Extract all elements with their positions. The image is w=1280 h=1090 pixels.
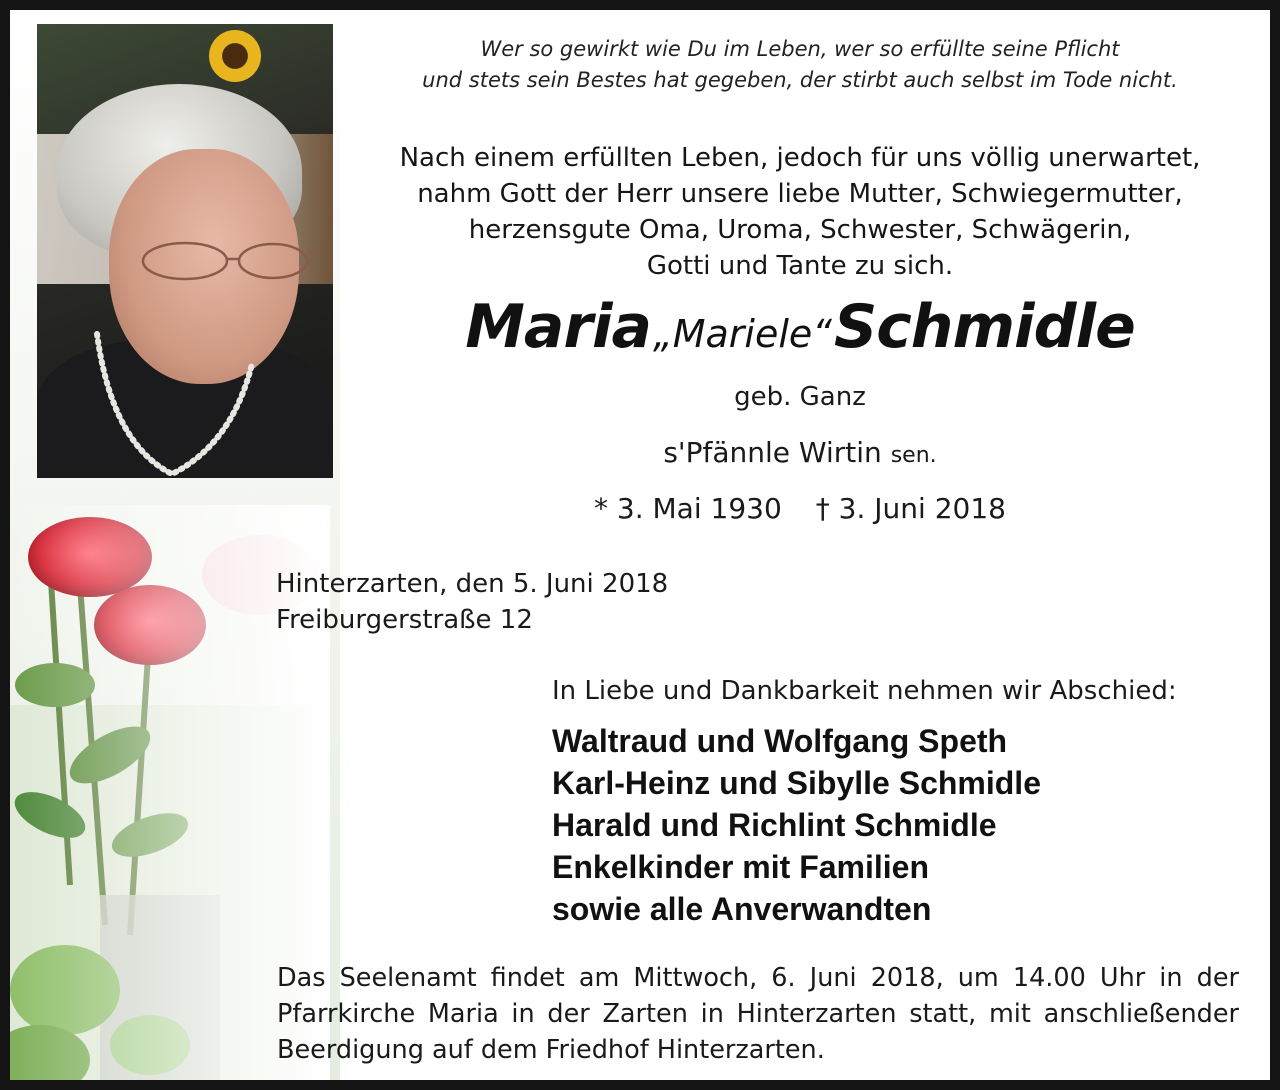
motto-line: und stets sein Bestes hat gegeben, der stirbt auch selbst im Tode nicht. [422, 68, 1178, 92]
deceased-name [350, 292, 1250, 362]
intro-text [350, 140, 1250, 284]
mourners-list [552, 720, 1041, 930]
honorific-title: s'Pfännle Wirtin [663, 436, 882, 469]
mourner-item: Karl-Heinz und Sibylle Schmidle [552, 765, 1041, 801]
last-name: Schmidle [834, 292, 1135, 362]
mourner-item: Harald und Richlint Schmidle [552, 807, 997, 843]
motto [355, 34, 1245, 96]
farewell-intro: In Liebe und Dankbarkeit nehmen wir Abschied: [552, 676, 1177, 706]
place-date: Hinterzarten, den 5. Juni 2018 [276, 569, 669, 599]
address: Freiburgerstraße 12 [276, 605, 533, 635]
place-block [276, 566, 668, 638]
intro-line: Nach einem erfüllten Leben, jedoch für uns völlig unerwartet, [399, 143, 1201, 173]
intro-line: Gotti und Tante zu sich. [646, 251, 954, 281]
portrait-photo [37, 24, 333, 478]
intro-line: herzensgute Oma, Uroma, Schwester, Schwägerin, [468, 215, 1132, 245]
title-suffix: sen. [890, 443, 937, 468]
mourner-item: sowie alle Anverwandten [552, 891, 932, 927]
title-line [350, 436, 1250, 469]
mourner-item: Enkelkinder mit Familien [552, 849, 929, 885]
sunflower-decoration [209, 30, 261, 82]
motto-line: Wer so gewirkt wie Du im Leben, wer so erfüllte seine Pflicht [480, 37, 1120, 61]
birth-date: * 3. Mai 1930 [594, 492, 782, 525]
obituary-notice [10, 10, 1270, 1080]
nickname: „Mariele“ [653, 312, 832, 356]
glasses-shape [137, 239, 313, 284]
death-date: † 3. Juni 2018 [815, 492, 1006, 525]
maiden-name: geb. Ganz [734, 382, 866, 412]
mourner-item: Waltraud und Wolfgang Speth [552, 723, 1008, 759]
life-dates [350, 492, 1250, 525]
pearl-necklace [92, 324, 262, 478]
first-name: Maria [465, 292, 652, 362]
service-info: Das Seelenamt findet am Mittwoch, 6. Juni 2018, um 14.00 Uhr in der Pfarrkirche Maria in der Zarten in Hinterzarten statt, mit anschließender Beerdigung auf dem Friedhof Hinterzarten. [277, 963, 1239, 1065]
intro-line: nahm Gott der Herr unsere liebe Mutter, Schwiegermutter, [417, 179, 1183, 209]
